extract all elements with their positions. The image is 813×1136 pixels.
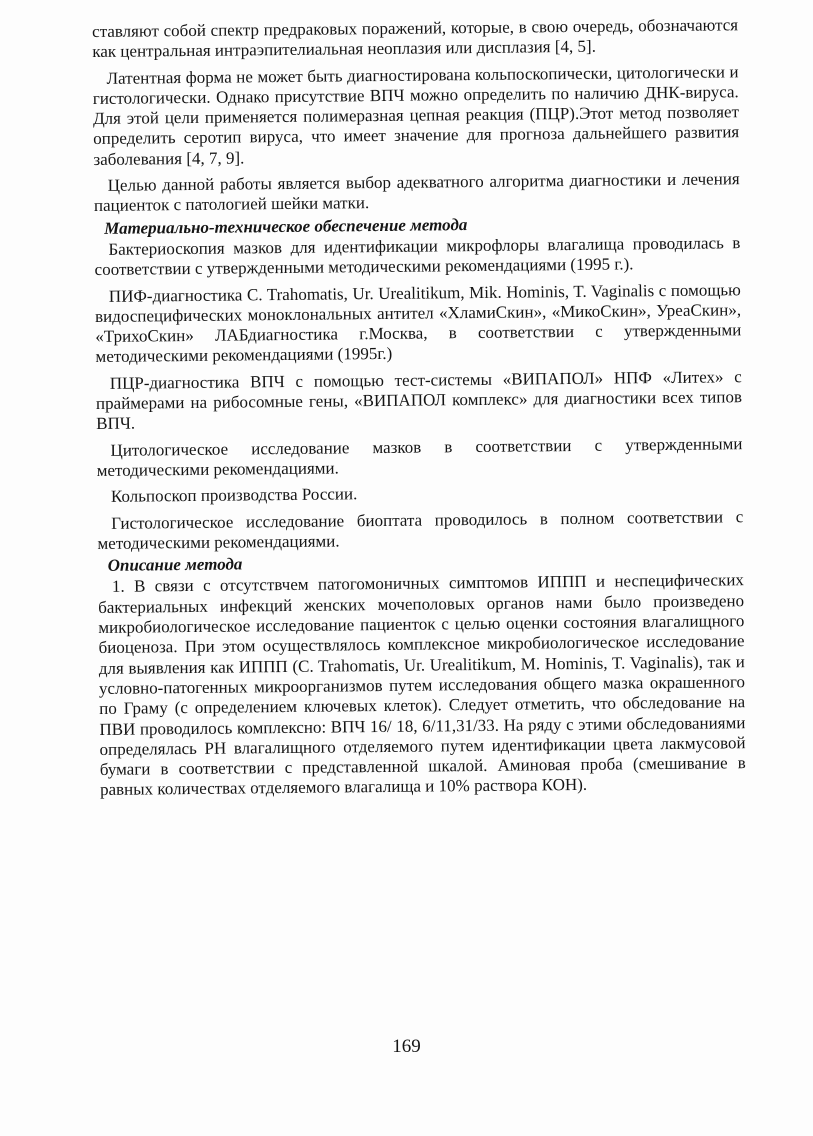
paragraph-latent-form: Латентная форма не может быть диагностирована кольпоскопически, цитологически и гистологически. Однако присутствие ВПЧ можно определить по наличию ДНК-вируса. Для этой цели применяется полимеразная цепная реакция (ПЦР).Этот метод позволяет определить серотип вируса, что имеет значение для прогноза дальнейшего развития заболевания [4, 7, 9].: [92, 61, 740, 169]
paragraph-cytology: Цитологическое исследование мазков в соответствии с утвержденными методическими рекомендациями.: [96, 433, 743, 480]
paragraph-goal: Целью данной работы является выбор адекватного алгоритма диагностики и лечения пациенток с патологией шейки матки.: [93, 169, 740, 216]
text-body: [92, 15, 746, 800]
paragraph-histology: Гистологическое исследование биоптата проводилось в полном соответствии с методическими рекомендациями.: [97, 506, 744, 553]
section-heading-method: Описание метода: [107, 554, 243, 575]
paragraph-pcr-diagnostics: ПЦР-диагностика ВПЧ с помощью тест-системы «ВИПАПОЛ» НПФ «Литех» с праймерами на рибосомные гены, «ВИПАПОЛ комплекс» для диагностики всех типов ВПЧ.: [95, 366, 743, 434]
paragraph-continuation: ставляют собой спектр предраковых поражений, которые, в свою очередь, обозначаются как центральная интраэпителиальная неоплазия или дисплазия [4, 5].: [92, 15, 739, 62]
section-heading-materials: Материально-техническое обеспечение метода: [104, 214, 468, 238]
paragraph-method-1: 1. В связи с отсутствчем патогомоничных симптомов ИППП и неспецифических бактериальных инфекций женских мочеполовых органов нами было произведено микробиологическое исследование пациенток с целью оценки состояния влагалищного биоценоза. При этом осуществлялось комплексное микробиологическое исследование для выявления как ИППП (C. Trahomatis, Ur. Urealitikum, M. Hominis, T. Vaginalis), так и условно-патогенных микроорганизмов путем исследования общего мазка окрашенного по Граму (с определением ключевых клеток). Следует отметить, что обследование на ПВИ проводилось комплексно: ВПЧ 16/ 18, 6/11,31/33. На ряду с этими обследованиями определялась РН влагалищного отделяемого путем идентификации цвета лакмусовой бумаги в соответствии с представленной шкалой. Аминовая проба (смешивание в равных количествах отделяемого влагалища и 10% раствора КОН).: [98, 570, 746, 800]
paragraph-colposcope: Кольпоскоп производства России.: [110, 484, 358, 507]
page-number: 169: [392, 1036, 421, 1057]
paragraph-bacterioscopy: Бактериоскопия мазков для идентификации микрофлоры влагалища проводилась в соответствии с утвержденными методическими рекомендациями (1995 г.).: [94, 233, 741, 280]
paragraph-pif-diagnostics: ПИФ-диагностика C. Trahomatis, Ur. Urealitikum, Mik. Hominis, T. Vaginalis с помощью видоспецифических моноклональных антител «ХламиСкин», «МикоСкин», УреаСкин», «ТрихоСкин» ЛАБдиагностика г.Москва, в соответствии с утвержденными методическими рекомендациями (1995г.): [94, 279, 742, 367]
